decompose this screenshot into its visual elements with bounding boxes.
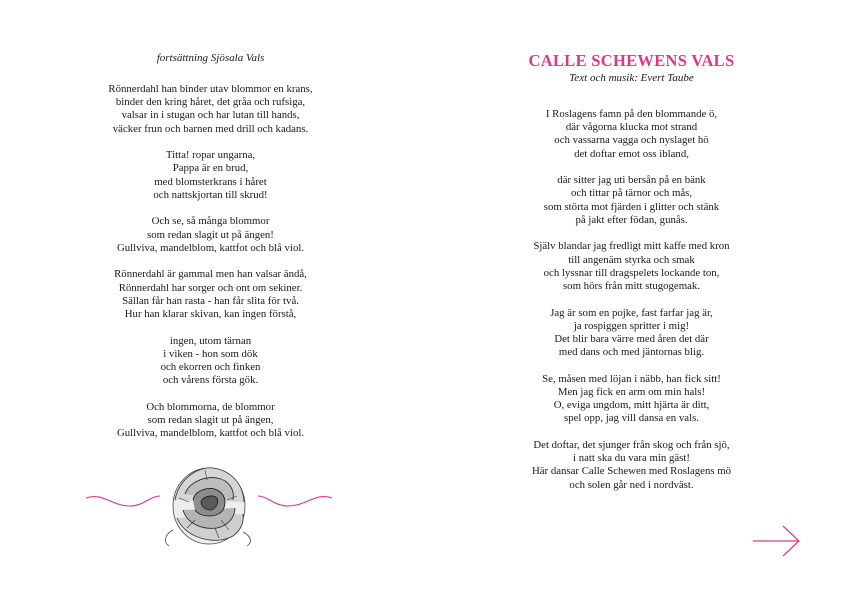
poem-line: på jakt efter födan, gunås.: [575, 213, 688, 226]
left-poem: [0, 83, 421, 454]
poem-line: Se, måsen med löjan i näbb, han fick sitt!: [542, 372, 721, 385]
poem-line: som redan slagit ut på ängen,: [147, 414, 274, 427]
song-subtitle: Text och musik: Evert Taube: [569, 72, 694, 84]
poem-line: Här dansar Calle Schewen med Roslagens mö: [531, 465, 732, 478]
poem-line: och vassarna vagga och nyslaget hö: [554, 134, 709, 147]
stanza: [421, 307, 842, 360]
poem-line: där sitter jag uti bersån på en bänk: [557, 174, 706, 187]
poem-line: Gullviva, mandelblom, kattfot och blå viol.: [116, 241, 305, 254]
poem-line: i viken - hon som dök: [163, 347, 258, 360]
poem-line: I Roslagens famn på den blommande ö,: [545, 108, 718, 120]
poem-line: ja rospiggen spritter i mig!: [573, 319, 690, 332]
poem-line: Titta! ropar ungarna,: [165, 149, 256, 162]
song-title: CALLE SCHEWENS VALS: [528, 51, 735, 70]
poem-line: Rönnerdahl han binder utav blommor en krans,: [108, 83, 313, 95]
poem-line: valsar in i stugan och har lutan till hands,: [121, 109, 300, 122]
rose: [166, 468, 251, 546]
poem-line: och tittar på tärnor och mås,: [570, 187, 693, 200]
poem-line: och nattskjortan till skrud!: [153, 188, 268, 201]
poem-line: Sällan får han rasta - han får slita för två.: [122, 294, 299, 307]
poem-line: ingen, utom tärnan: [169, 334, 252, 347]
poem-line: där vågorna klucka mot strand: [565, 121, 698, 134]
stanza: [421, 373, 842, 426]
poem-line: Och blommorna, de blommor: [146, 400, 275, 413]
poem-line: Jag är som en pojke, fast farfar jag är,: [550, 306, 713, 319]
stanza: [421, 240, 842, 293]
stanza: [0, 335, 421, 388]
poem-line: Det doftar, det sjunger från skog och från sjö,: [533, 439, 730, 452]
poem-line: O, eviga ungdom, mitt hjärta är ditt,: [553, 399, 710, 412]
poem-line: som hörs från mitt stugogemak.: [562, 280, 701, 293]
poem-line: Och se, så många blommor: [151, 215, 270, 228]
poem-line: Pappa är en brud,: [172, 162, 249, 175]
poem-line: spel opp, jag vill dansa en vals.: [564, 412, 699, 425]
stanza: [421, 108, 842, 161]
poem-line: det doftar emot oss ibland,: [574, 147, 689, 160]
poem-line: som redan slagit ut på ängen!: [147, 228, 274, 241]
poem-line: som störta mot fjärden i glitter och stänk: [543, 200, 720, 213]
poem-line: binder den kring håret, det gråa och rufsiga,: [115, 96, 306, 109]
left-flourish: [86, 496, 160, 506]
right-poem: [421, 108, 842, 505]
poem-line: Men jag fick en arm om min hals!: [557, 386, 706, 399]
rose-flourish-icon: [84, 462, 334, 550]
poem-line: Gullviva, mandelblom, kattfot och blå viol.: [116, 427, 305, 440]
poem-line: Själv blandar jag fredligt mitt kaffe med kron: [533, 240, 730, 253]
poem-line: Det blir bara värre med åren det där: [554, 333, 709, 346]
poem-line: Rönnerdahl har sorger och ont om sekiner.: [118, 281, 303, 294]
stanza: [0, 149, 421, 202]
poem-line: och solen går ned i nordväst.: [569, 478, 694, 491]
stanza: [421, 174, 842, 227]
poem-line: i natt ska du vara min gäst!: [573, 452, 690, 465]
stanza: [421, 439, 842, 492]
poem-line: och lyssnar till dragspelets lockande ton,: [543, 266, 720, 279]
stanza: [0, 268, 421, 321]
next-page-arrow-icon[interactable]: [751, 524, 803, 558]
stanza: [0, 215, 421, 255]
poem-line: med dans och med jäntornas blig.: [558, 346, 705, 359]
poem-line: till angenäm styrka och smak: [568, 253, 695, 266]
poem-line: och ekorren och finken: [160, 361, 261, 374]
continuation-title: fortsättning Sjösala Vals: [156, 52, 265, 64]
right-page: [421, 0, 842, 595]
stanza: [0, 83, 421, 136]
right-flourish: [258, 496, 332, 506]
poem-line: väcker frun och barnen med drill och kadans.: [112, 122, 309, 135]
poem-line: och vårens första gök.: [162, 374, 259, 387]
poem-line: Hur han klarar skivan, kan ingen förstå,: [124, 308, 297, 321]
poem-line: Rönnerdahl är gammal men han valsar ändå,: [114, 268, 307, 281]
stanza: [0, 401, 421, 441]
poem-line: med blomsterkrans i håret: [154, 175, 267, 188]
